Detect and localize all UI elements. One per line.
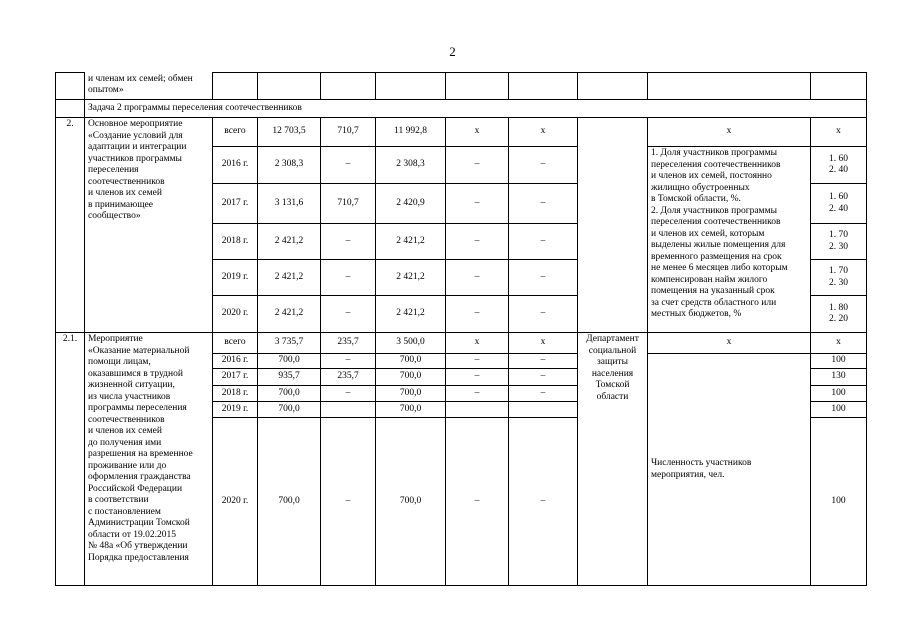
total-cell: 700,0 [258, 354, 321, 369]
regional-cell: 700,0 [376, 386, 446, 402]
total-cell: 2 421,2 [258, 260, 321, 296]
other-cell: – [509, 354, 578, 369]
local-cell: – [446, 369, 509, 386]
local-cell: – [446, 354, 509, 369]
value-cell: 100 [811, 354, 867, 369]
local-cell [446, 402, 509, 418]
row-number: 2. [56, 118, 85, 333]
federal-cell: – [321, 224, 376, 260]
table-row [56, 333, 867, 354]
other-cell [509, 402, 578, 418]
executor-cell: Департамент социальной защиты населения Томской области [578, 333, 648, 586]
other-cell: – [509, 296, 578, 333]
table-row [56, 73, 867, 100]
local-cell: – [446, 147, 509, 184]
local-cell: – [446, 260, 509, 296]
other-cell: – [509, 224, 578, 260]
federal-cell: – [321, 296, 376, 333]
year-cell: 2018 г. [213, 386, 258, 402]
total-cell: 2 421,2 [258, 296, 321, 333]
measure-name: Мероприятие «Оказание материальной помощи лицам, оказавшимся в трудной жизненной ситуации, из числа участников программы переселения соотечественников и членов их семей до получения ими разрешения на временное проживание или до оформления гражданства Российской Федерации в соответствии с постановлением Администрации Томской области от 19.02.2015 № 48а «Об утверждении Порядка предоставления [85, 333, 213, 586]
total-cell: 2 308,3 [258, 147, 321, 184]
table-row [56, 118, 867, 147]
total-cell: 935,7 [258, 369, 321, 386]
total-cell: 700,0 [258, 386, 321, 402]
total-cell: 3 735,7 [258, 333, 321, 354]
total-cell: 700,0 [258, 402, 321, 418]
total-cell: 12 703,5 [258, 118, 321, 147]
federal-cell: 710,7 [321, 184, 376, 224]
year-cell: 2017 г. [213, 184, 258, 224]
year-cell: всего [213, 333, 258, 354]
other-cell: x [509, 118, 578, 147]
other-cell: – [509, 147, 578, 184]
federal-cell: 235,7 [321, 369, 376, 386]
year-cell: 2017 г. [213, 369, 258, 386]
year-cell: 2019 г. [213, 402, 258, 418]
value-head: x [811, 118, 867, 147]
federal-cell: – [321, 147, 376, 184]
year-cell: всего [213, 118, 258, 147]
value-cell: 1. 70 2. 30 [811, 224, 867, 260]
indicator-text: Численность участников мероприятия, чел. [648, 354, 811, 586]
other-cell: – [509, 184, 578, 224]
year-cell: 2016 г. [213, 147, 258, 184]
year-cell: 2020 г. [213, 296, 258, 333]
federal-cell: 235,7 [321, 333, 376, 354]
other-cell: – [509, 386, 578, 402]
regional-cell: 2 421,2 [376, 224, 446, 260]
value-cell: 100 [811, 386, 867, 402]
other-cell: – [509, 418, 578, 586]
year-cell: 2019 г. [213, 260, 258, 296]
regional-cell: 2 421,2 [376, 260, 446, 296]
program-table [55, 72, 867, 586]
total-cell: 700,0 [258, 418, 321, 586]
other-cell: – [509, 260, 578, 296]
page-number: 2 [449, 44, 456, 59]
local-cell: x [446, 118, 509, 147]
row-number: 2.1. [56, 333, 85, 586]
value-cell: 100 [811, 418, 867, 586]
regional-cell: 700,0 [376, 402, 446, 418]
value-cell: 1. 80 2. 20 [811, 296, 867, 333]
executor-cell [578, 118, 648, 333]
task-label: Задача 2 программы переселения соотечественников [85, 100, 867, 118]
federal-cell: – [321, 354, 376, 369]
table-row [56, 100, 867, 118]
local-cell: – [446, 296, 509, 333]
federal-cell [321, 402, 376, 418]
value-cell: 130 [811, 369, 867, 386]
continued-text: и членам их семей; обмен опытом» [85, 73, 213, 100]
federal-cell: – [321, 386, 376, 402]
year-cell: 2016 г. [213, 354, 258, 369]
year-cell: 2020 г. [213, 418, 258, 586]
regional-cell: 700,0 [376, 354, 446, 369]
indicator-head: x [648, 118, 811, 147]
regional-cell: 2 421,2 [376, 296, 446, 333]
regional-cell: 2 308,3 [376, 147, 446, 184]
value-head: x [811, 333, 867, 354]
regional-cell: 11 992,8 [376, 118, 446, 147]
local-cell: x [446, 333, 509, 354]
value-cell: 1. 60 2. 40 [811, 147, 867, 184]
regional-cell: 3 500,0 [376, 333, 446, 354]
regional-cell: 700,0 [376, 369, 446, 386]
measure-name: Основное мероприятие «Создание условий для адаптации и интеграции участников программы переселения соотечественников и членов их семей в принимающее сообщество» [85, 118, 213, 333]
year-cell: 2018 г. [213, 224, 258, 260]
federal-cell: – [321, 418, 376, 586]
regional-cell: 2 420,9 [376, 184, 446, 224]
value-cell: 100 [811, 402, 867, 418]
value-cell: 1. 70 2. 30 [811, 260, 867, 296]
federal-cell: 710,7 [321, 118, 376, 147]
federal-cell: – [321, 260, 376, 296]
total-cell: 2 421,2 [258, 224, 321, 260]
local-cell: – [446, 386, 509, 402]
local-cell: – [446, 224, 509, 260]
local-cell: – [446, 184, 509, 224]
indicator-text: 1. Доля участников программы переселения соотечественников и членов их семей, постоянно жилищно обустроенных в Томской области, %. 2. Доля участников программы переселения соотечественников и членов их семей, которым выделены жилые помещения для временного размещения на срок не менее 6 месяцев либо которым компенсирован найм жилого помещения на указанный срок за счет средств областного или местных бюджетов, % [648, 147, 811, 333]
other-cell: x [509, 333, 578, 354]
total-cell: 3 131,6 [258, 184, 321, 224]
regional-cell: 700,0 [376, 418, 446, 586]
local-cell: – [446, 418, 509, 586]
other-cell: – [509, 369, 578, 386]
value-cell: 1. 60 2. 40 [811, 184, 867, 224]
indicator-head: x [648, 333, 811, 354]
